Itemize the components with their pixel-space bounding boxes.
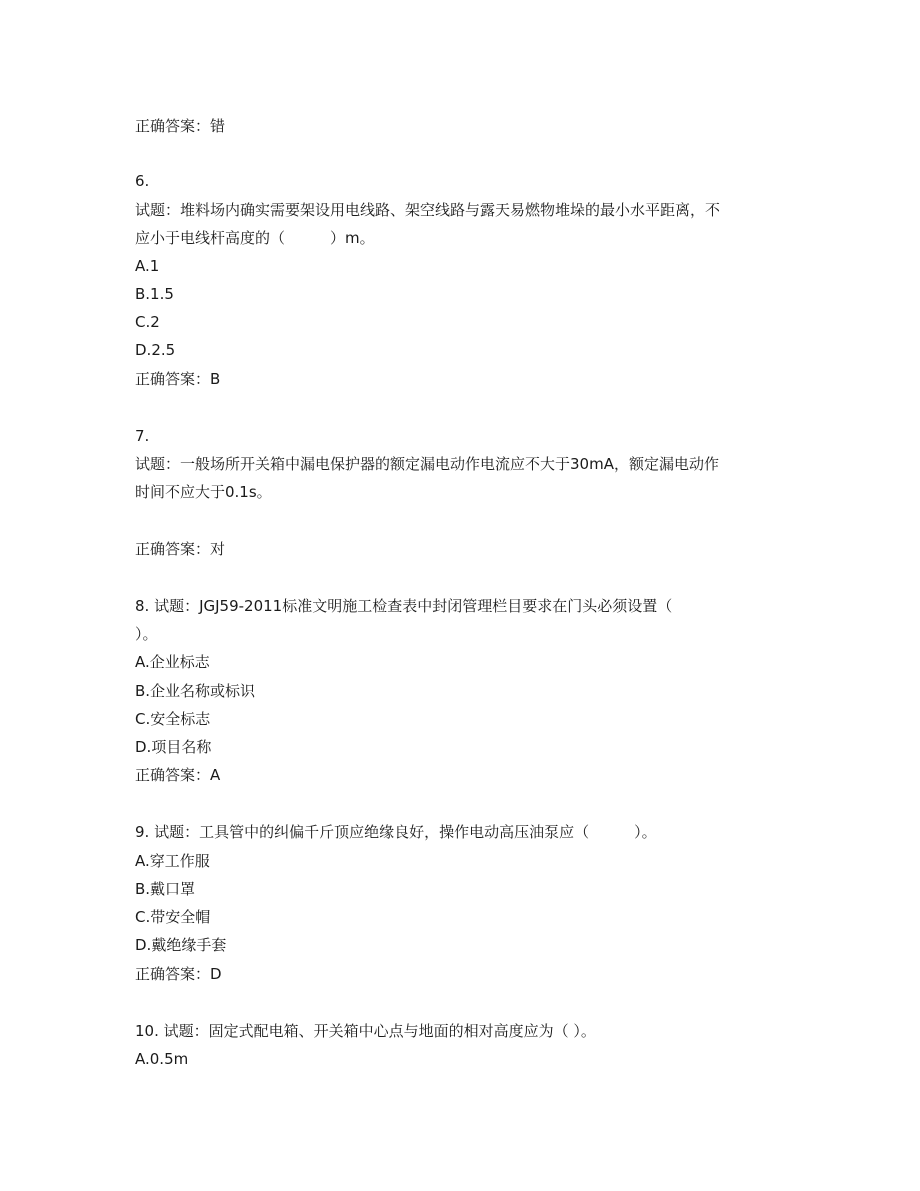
option-line: A.企业标志 [135, 653, 210, 671]
option-line: A.1 [135, 257, 160, 275]
answer-line: 正确答案：错 [135, 117, 226, 135]
option-line: C.带安全帽 [135, 908, 211, 926]
question-text: ）。 [135, 625, 158, 643]
option-line: B.戴口罩 [135, 880, 196, 898]
answer-line: 正确答案：B [135, 370, 221, 388]
option-line: C.2 [135, 313, 160, 331]
question-text: 10. 试题：固定式配电箱、开关箱中心点与地面的相对高度应为（ ）。 [135, 1022, 596, 1040]
option-line: D.2.5 [135, 341, 176, 359]
question-number: 6. [135, 172, 150, 190]
question-text: 8. 试题：JGJ59-2011标准文明施工检查表中封闭管理栏目要求在门头必须设置（ [135, 597, 673, 615]
option-line: D.项目名称 [135, 738, 212, 756]
question-text: 9. 试题：工具管中的纠偏千斤顶应绝缘良好，操作电动高压油泵应（ ）。 [135, 823, 657, 841]
question-text: 应小于电线杆高度的（ ）m。 [135, 229, 375, 247]
option-line: B.企业名称或标识 [135, 682, 256, 700]
question-text: 试题：堆料场内确实需要架设用电线路、架空线路与露天易燃物堆垛的最小水平距离，不 [135, 201, 721, 219]
question-number: 7. [135, 427, 150, 445]
option-line: A.0.5m [135, 1050, 189, 1068]
question-text: 时间不应大于0.1s。 [135, 483, 272, 501]
answer-line: 正确答案：对 [135, 540, 226, 558]
option-line: B.1.5 [135, 285, 174, 303]
option-line: A.穿工作服 [135, 852, 210, 870]
option-line: D.戴绝缘手套 [135, 936, 227, 954]
question-text: 试题：一般场所开关箱中漏电保护器的额定漏电动作电流应不大于30mA，额定漏电动作 [135, 455, 719, 473]
answer-line: 正确答案：A [135, 766, 221, 784]
option-line: C.安全标志 [135, 710, 211, 728]
answer-line: 正确答案：D [135, 965, 222, 983]
